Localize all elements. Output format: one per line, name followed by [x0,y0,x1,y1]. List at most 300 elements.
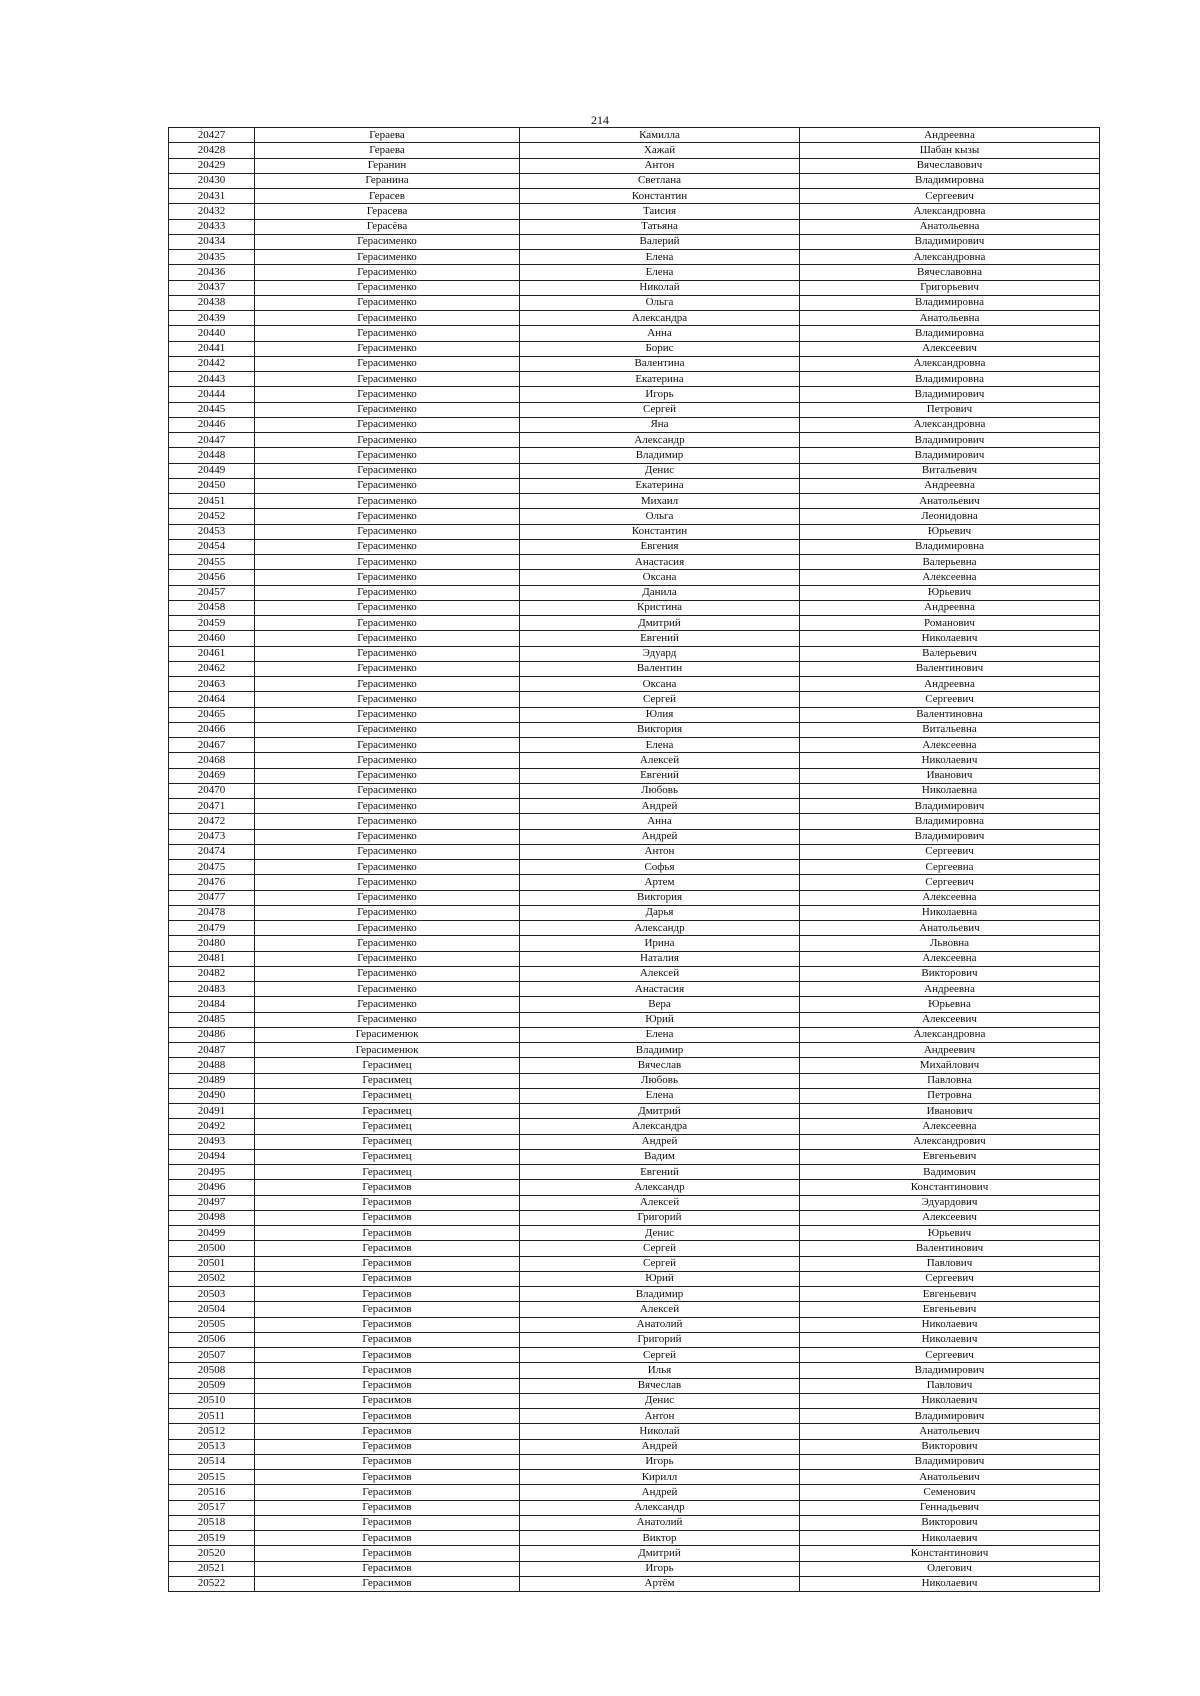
record-number-cell: 20447 [169,433,255,448]
first-name-cell: Вера [520,997,800,1012]
first-name-cell: Дмитрий [520,616,800,631]
patronymic-cell: Алексеевна [800,1119,1100,1134]
first-name-cell: Александра [520,1119,800,1134]
patronymic-cell: Львовна [800,936,1100,951]
patronymic-cell: Иванович [800,768,1100,783]
first-name-cell: Эдуард [520,646,800,661]
record-number-cell: 20522 [169,1576,255,1591]
patronymic-cell: Викторович [800,1439,1100,1454]
patronymic-cell: Владимирович [800,799,1100,814]
patronymic-cell: Петровна [800,1088,1100,1103]
last-name-cell: Герасимец [255,1119,520,1134]
table-row [169,692,1100,707]
record-number-cell: 20512 [169,1424,255,1439]
last-name-cell: Герасименко [255,402,520,417]
table-row [169,1454,1100,1469]
patronymic-cell: Олегович [800,1561,1100,1576]
first-name-cell: Юрий [520,1012,800,1027]
record-number-cell: 20496 [169,1180,255,1195]
patronymic-cell: Сергеевич [800,1271,1100,1286]
last-name-cell: Герасименко [255,707,520,722]
patronymic-cell: Алексеевна [800,570,1100,585]
patronymic-cell: Анатольевич [800,1470,1100,1485]
first-name-cell: Елена [520,1027,800,1042]
last-name-cell: Герасимов [255,1287,520,1302]
table-row [169,524,1100,539]
table-row [169,1195,1100,1210]
patronymic-cell: Витальевна [800,722,1100,737]
last-name-cell: Герасимов [255,1470,520,1485]
patronymic-cell: Николаевич [800,1531,1100,1546]
last-name-cell: Герасимов [255,1561,520,1576]
last-name-cell: Герасимов [255,1500,520,1515]
record-number-cell: 20481 [169,951,255,966]
last-name-cell: Герасимов [255,1210,520,1225]
table-row [169,280,1100,295]
patronymic-cell: Сергеевна [800,860,1100,875]
last-name-cell: Герасёва [255,219,520,234]
table-row [169,1012,1100,1027]
first-name-cell: Дмитрий [520,1546,800,1561]
record-number-cell: 20473 [169,829,255,844]
patronymic-cell: Алексеевна [800,738,1100,753]
patronymic-cell: Вячеславовна [800,265,1100,280]
patronymic-cell: Эдуардович [800,1195,1100,1210]
first-name-cell: Ольга [520,509,800,524]
patronymic-cell: Александрович [800,1134,1100,1149]
table-row [169,982,1100,997]
patronymic-cell: Сергеевич [800,844,1100,859]
table-row [169,875,1100,890]
first-name-cell: Евгений [520,631,800,646]
table-row [169,478,1100,493]
first-name-cell: Анастасия [520,555,800,570]
record-number-cell: 20438 [169,295,255,310]
last-name-cell: Герасимов [255,1302,520,1317]
last-name-cell: Герасименко [255,555,520,570]
first-name-cell: Борис [520,341,800,356]
first-name-cell: Антон [520,1409,800,1424]
record-number-cell: 20504 [169,1302,255,1317]
last-name-cell: Герасимец [255,1073,520,1088]
record-number-cell: 20503 [169,1287,255,1302]
patronymic-cell: Вячеславович [800,158,1100,173]
last-name-cell: Герасименко [255,738,520,753]
last-name-cell: Герасимов [255,1454,520,1469]
table-row [169,433,1100,448]
table-row [169,158,1100,173]
table-row [169,600,1100,615]
first-name-cell: Екатерина [520,478,800,493]
patronymic-cell: Александровна [800,417,1100,432]
last-name-cell: Герасименюк [255,1027,520,1042]
patronymic-cell: Николаевна [800,905,1100,920]
record-number-cell: 20467 [169,738,255,753]
patronymic-cell: Алексеевич [800,1012,1100,1027]
patronymic-cell: Александровна [800,1027,1100,1042]
first-name-cell: Сергей [520,402,800,417]
record-number-cell: 20479 [169,921,255,936]
first-name-cell: Яна [520,417,800,432]
table-row [169,799,1100,814]
last-name-cell: Герасименко [255,616,520,631]
first-name-cell: Кирилл [520,1470,800,1485]
first-name-cell: Константин [520,524,800,539]
record-number-cell: 20480 [169,936,255,951]
first-name-cell: Александр [520,921,800,936]
record-number-cell: 20487 [169,1043,255,1058]
table-row [169,143,1100,158]
patronymic-cell: Николаевич [800,753,1100,768]
last-name-cell: Герасимец [255,1149,520,1164]
last-name-cell: Герасименко [255,661,520,676]
table-row [169,173,1100,188]
first-name-cell: Игорь [520,1561,800,1576]
record-number-cell: 20483 [169,982,255,997]
first-name-cell: Анатолий [520,1317,800,1332]
first-name-cell: Елена [520,250,800,265]
record-number-cell: 20446 [169,417,255,432]
table-row [169,631,1100,646]
table-row [169,1271,1100,1286]
record-number-cell: 20508 [169,1363,255,1378]
last-name-cell: Герасименко [255,417,520,432]
patronymic-cell: Андреевна [800,982,1100,997]
patronymic-cell: Александровна [800,356,1100,371]
record-number-cell: 20455 [169,555,255,570]
first-name-cell: Ирина [520,936,800,951]
table-row [169,829,1100,844]
first-name-cell: Григорий [520,1210,800,1225]
first-name-cell: Оксана [520,677,800,692]
first-name-cell: Владимир [520,448,800,463]
record-number-cell: 20507 [169,1348,255,1363]
last-name-cell: Герасименко [255,951,520,966]
last-name-cell: Гераева [255,143,520,158]
table-row [169,1424,1100,1439]
table-row [169,1332,1100,1347]
record-number-cell: 20485 [169,1012,255,1027]
table-row [169,677,1100,692]
record-number-cell: 20474 [169,844,255,859]
last-name-cell: Герасимов [255,1424,520,1439]
last-name-cell: Герасименко [255,875,520,890]
table-row [169,1165,1100,1180]
table-row [169,585,1100,600]
last-name-cell: Герасимов [255,1332,520,1347]
last-name-cell: Герасименко [255,539,520,554]
record-number-cell: 20449 [169,463,255,478]
record-number-cell: 20494 [169,1149,255,1164]
table-row [169,783,1100,798]
record-number-cell: 20476 [169,875,255,890]
table-row [169,1073,1100,1088]
table-row [169,1149,1100,1164]
last-name-cell: Герасимов [255,1393,520,1408]
page-number: 214 [591,113,609,127]
patronymic-cell: Алексеевна [800,890,1100,905]
record-number-cell: 20489 [169,1073,255,1088]
last-name-cell: Герасимец [255,1088,520,1103]
record-number-cell: 20445 [169,402,255,417]
record-number-cell: 20475 [169,860,255,875]
first-name-cell: Ольга [520,295,800,310]
last-name-cell: Герасименко [255,692,520,707]
patronymic-cell: Евгеньевич [800,1149,1100,1164]
first-name-cell: Александр [520,1500,800,1515]
first-name-cell: Анатолий [520,1515,800,1530]
record-number-cell: 20430 [169,173,255,188]
last-name-cell: Герасименко [255,1012,520,1027]
table-row [169,1088,1100,1103]
last-name-cell: Герасименко [255,646,520,661]
record-number-cell: 20510 [169,1393,255,1408]
patronymic-cell: Юрьевич [800,585,1100,600]
first-name-cell: Елена [520,738,800,753]
record-number-cell: 20429 [169,158,255,173]
table-row [169,1134,1100,1149]
record-number-cell: 20440 [169,326,255,341]
first-name-cell: Валерий [520,234,800,249]
patronymic-cell: Владимировна [800,326,1100,341]
patronymic-cell: Иванович [800,1104,1100,1119]
record-number-cell: 20517 [169,1500,255,1515]
record-number-cell: 20511 [169,1409,255,1424]
patronymic-cell: Андреевич [800,1043,1100,1058]
first-name-cell: Юлия [520,707,800,722]
patronymic-cell: Владимирович [800,433,1100,448]
table-row [169,738,1100,753]
table-row [169,234,1100,249]
table-row [169,661,1100,676]
first-name-cell: Владимир [520,1287,800,1302]
first-name-cell: Илья [520,1363,800,1378]
last-name-cell: Герасимов [255,1378,520,1393]
table-row [169,1378,1100,1393]
table-row [169,616,1100,631]
first-name-cell: Сергей [520,692,800,707]
table-row [169,356,1100,371]
first-name-cell: Николай [520,1424,800,1439]
patronymic-cell: Витальевич [800,463,1100,478]
last-name-cell: Герасимец [255,1165,520,1180]
record-number-cell: 20437 [169,280,255,295]
patronymic-cell: Николаевна [800,783,1100,798]
first-name-cell: Денис [520,1226,800,1241]
first-name-cell: Оксана [520,570,800,585]
record-number-cell: 20428 [169,143,255,158]
last-name-cell: Герасимец [255,1104,520,1119]
patronymic-cell: Павлович [800,1256,1100,1271]
last-name-cell: Герасименко [255,585,520,600]
patronymic-cell: Анатольевна [800,311,1100,326]
table-row [169,1287,1100,1302]
table-row [169,311,1100,326]
last-name-cell: Герасименко [255,509,520,524]
table-row [169,936,1100,951]
record-number-cell: 20451 [169,494,255,509]
patronymic-cell: Викторович [800,966,1100,981]
record-number-cell: 20521 [169,1561,255,1576]
table-row [169,1515,1100,1530]
patronymic-cell: Юрьевич [800,524,1100,539]
last-name-cell: Герасименко [255,722,520,737]
last-name-cell: Герасименко [255,860,520,875]
record-number-cell: 20453 [169,524,255,539]
last-name-cell: Герасименко [255,783,520,798]
first-name-cell: Антон [520,844,800,859]
table-row [169,417,1100,432]
table-row [169,1546,1100,1561]
last-name-cell: Герасимов [255,1256,520,1271]
last-name-cell: Герасимов [255,1531,520,1546]
first-name-cell: Анастасия [520,982,800,997]
first-name-cell: Вадим [520,1149,800,1164]
table-row [169,326,1100,341]
patronymic-cell: Владимировна [800,814,1100,829]
last-name-cell: Герасимец [255,1058,520,1073]
table-row [169,1409,1100,1424]
patronymic-cell: Сергеевич [800,692,1100,707]
last-name-cell: Герасименко [255,799,520,814]
table-row [169,539,1100,554]
registry-table-body [169,128,1100,1592]
first-name-cell: Софья [520,860,800,875]
record-number-cell: 20465 [169,707,255,722]
record-number-cell: 20472 [169,814,255,829]
record-number-cell: 20497 [169,1195,255,1210]
patronymic-cell: Константинович [800,1546,1100,1561]
record-number-cell: 20432 [169,204,255,219]
first-name-cell: Алексей [520,966,800,981]
record-number-cell: 20515 [169,1470,255,1485]
first-name-cell: Екатерина [520,372,800,387]
patronymic-cell: Евгеньевич [800,1302,1100,1317]
record-number-cell: 20495 [169,1165,255,1180]
first-name-cell: Алексей [520,753,800,768]
last-name-cell: Герасев [255,189,520,204]
last-name-cell: Геранина [255,173,520,188]
last-name-cell: Герасева [255,204,520,219]
table-row [169,844,1100,859]
first-name-cell: Дарья [520,905,800,920]
first-name-cell: Игорь [520,1454,800,1469]
first-name-cell: Любовь [520,783,800,798]
record-number-cell: 20500 [169,1241,255,1256]
first-name-cell: Любовь [520,1073,800,1088]
table-row [169,372,1100,387]
patronymic-cell: Владимирович [800,1454,1100,1469]
table-row [169,1500,1100,1515]
record-number-cell: 20505 [169,1317,255,1332]
patronymic-cell: Евгеньевич [800,1287,1100,1302]
record-number-cell: 20464 [169,692,255,707]
last-name-cell: Герасименко [255,890,520,905]
record-number-cell: 20427 [169,128,255,143]
first-name-cell: Виктория [520,890,800,905]
table-row [169,1348,1100,1363]
patronymic-cell: Петрович [800,402,1100,417]
first-name-cell: Вячеслав [520,1378,800,1393]
record-number-cell: 20486 [169,1027,255,1042]
last-name-cell: Герасимов [255,1348,520,1363]
patronymic-cell: Сергеевич [800,875,1100,890]
last-name-cell: Герасимец [255,1134,520,1149]
first-name-cell: Алексей [520,1195,800,1210]
table-row [169,402,1100,417]
record-number-cell: 20478 [169,905,255,920]
record-number-cell: 20502 [169,1271,255,1286]
table-row [169,753,1100,768]
table-row [169,448,1100,463]
first-name-cell: Хажай [520,143,800,158]
first-name-cell: Анна [520,814,800,829]
last-name-cell: Герасимов [255,1409,520,1424]
patronymic-cell: Алексеевич [800,341,1100,356]
first-name-cell: Валентина [520,356,800,371]
record-number-cell: 20484 [169,997,255,1012]
patronymic-cell: Алексеевна [800,951,1100,966]
first-name-cell: Евгений [520,1165,800,1180]
record-number-cell: 20434 [169,234,255,249]
last-name-cell: Герасименко [255,372,520,387]
last-name-cell: Герасимов [255,1439,520,1454]
patronymic-cell: Семенович [800,1485,1100,1500]
patronymic-cell: Андреевна [800,128,1100,143]
patronymic-cell: Викторович [800,1515,1100,1530]
first-name-cell: Андрей [520,1485,800,1500]
last-name-cell: Герасименко [255,387,520,402]
first-name-cell: Анна [520,326,800,341]
last-name-cell: Герасименко [255,463,520,478]
first-name-cell: Владимир [520,1043,800,1058]
record-number-cell: 20459 [169,616,255,631]
first-name-cell: Николай [520,280,800,295]
patronymic-cell: Владимирович [800,829,1100,844]
table-row [169,1470,1100,1485]
last-name-cell: Герасименко [255,311,520,326]
last-name-cell: Герасименко [255,921,520,936]
patronymic-cell: Александровна [800,204,1100,219]
patronymic-cell: Николаевич [800,631,1100,646]
record-number-cell: 20448 [169,448,255,463]
record-number-cell: 20488 [169,1058,255,1073]
last-name-cell: Геранин [255,158,520,173]
table-row [169,646,1100,661]
table-row [169,1027,1100,1042]
record-number-cell: 20482 [169,966,255,981]
patronymic-cell: Юрьевич [800,1226,1100,1241]
last-name-cell: Герасименко [255,631,520,646]
patronymic-cell: Павлович [800,1378,1100,1393]
first-name-cell: Андрей [520,799,800,814]
table-row [169,1043,1100,1058]
first-name-cell: Александр [520,433,800,448]
record-number-cell: 20491 [169,1104,255,1119]
last-name-cell: Герасименюк [255,1043,520,1058]
first-name-cell: Денис [520,463,800,478]
record-number-cell: 20513 [169,1439,255,1454]
first-name-cell: Денис [520,1393,800,1408]
patronymic-cell: Валентинович [800,1241,1100,1256]
patronymic-cell: Сергеевич [800,1348,1100,1363]
patronymic-cell: Владимирович [800,1409,1100,1424]
table-row [169,204,1100,219]
record-number-cell: 20457 [169,585,255,600]
table-row [169,1302,1100,1317]
table-row [169,1317,1100,1332]
record-number-cell: 20514 [169,1454,255,1469]
